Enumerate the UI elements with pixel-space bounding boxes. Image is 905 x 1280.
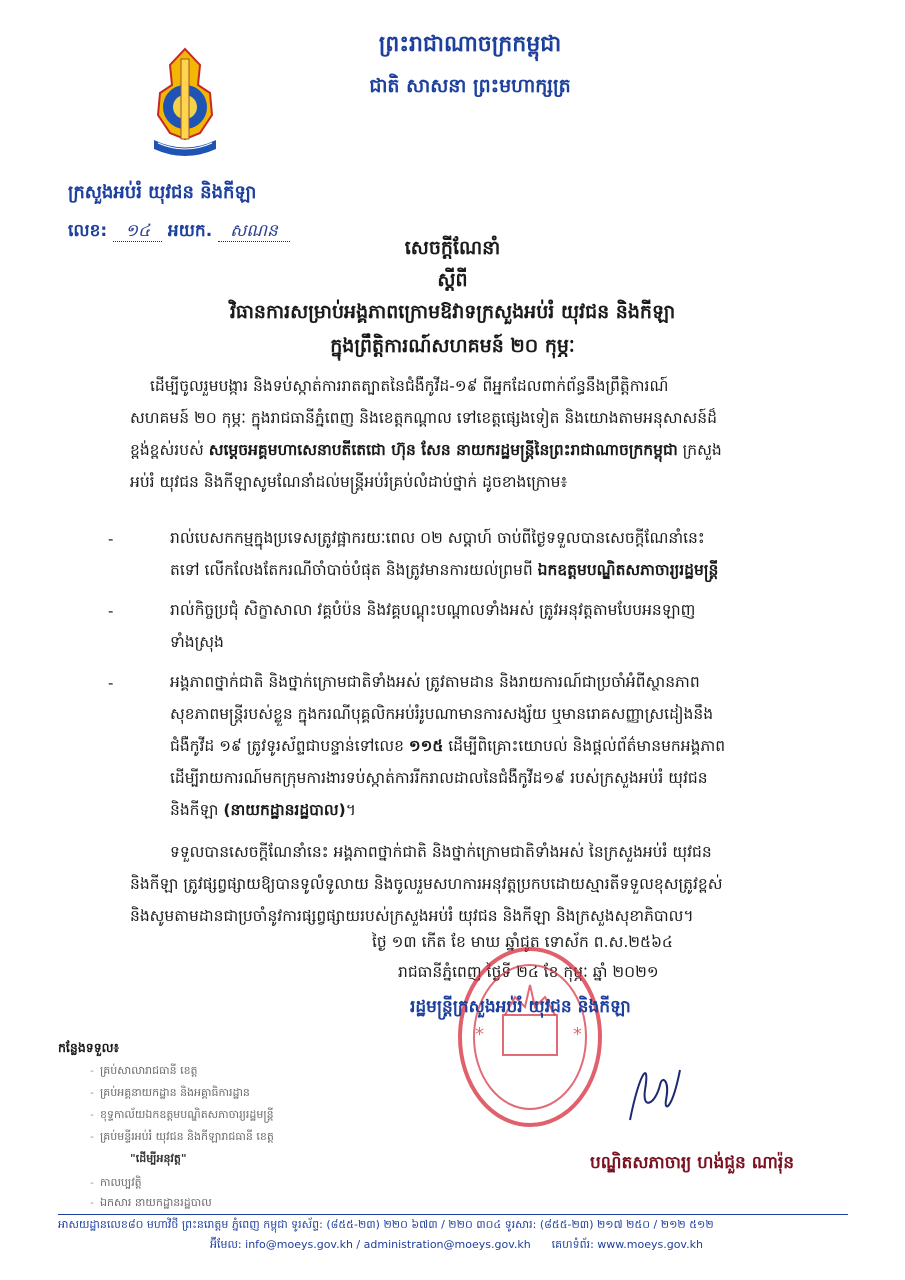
website-label: គេហទំព័រ: xyxy=(551,1238,594,1251)
intro-line-1: ដើម្បីចូលរួមបង្ការ និងទប់ស្កាត់ការរាតត្បាតនៃជំងឺកូវីដ-១៩ ពីអ្នកដែលពាក់ព័ន្ធនឹងព្រឹត្តិការណ៍ xyxy=(150,377,669,395)
intro-line-3 xyxy=(130,434,790,466)
ministry-name: ក្រសួងអប់រំ យុវជន និងកីឡា xyxy=(68,182,257,203)
intro-line-3-end: ក្រសួង xyxy=(677,441,722,459)
ref-code: សណន xyxy=(218,221,290,242)
recipient-item: - កាលប្បវត្តិ xyxy=(90,1176,142,1189)
recipient-text: គ្រប់សាលារាជធានី ខេត្ត xyxy=(99,1064,198,1077)
recipient-item: - គ្រប់មន្ទីរអប់រំ យុវជន និងកីឡារាជធានី ខេត្ត xyxy=(90,1130,274,1143)
document-subject-line1: វិធានការសម្រាប់អង្គភាពក្រោមឱវាទក្រសួងអប់រំ យុវជន និងកីឡា xyxy=(229,301,676,323)
official-seal-stamp xyxy=(455,945,605,1130)
ministry-emblem-logo xyxy=(140,45,230,165)
bullet3-line-3-start: ជំងឺកូវីដ ១៩ ត្រូវទូរស័ព្ទជាបន្ទាន់ទៅលេខ xyxy=(170,737,409,755)
svg-text:*: * xyxy=(475,1024,484,1045)
footer-divider xyxy=(58,1214,848,1215)
bullet1-line-2 xyxy=(170,554,790,586)
bullet3-line-5-end: ។ xyxy=(345,801,356,819)
email-addresses: info@moeys.gov.kh / administration@moeys.gov.kh xyxy=(245,1238,531,1251)
bullet2-line-2: ទាំងស្រុង xyxy=(170,633,224,651)
recipient-text: ខុទ្ទកាល័យឯកឧត្តមបណ្ឌិតសភាចារ្យរដ្ឋមន្ត្រី xyxy=(99,1108,274,1121)
bullet-dash: - xyxy=(108,530,114,548)
signatory-title: រដ្ឋមន្ត្រីក្រសួងអប់រំ យុវជន និងកីឡា xyxy=(410,997,631,1017)
national-motto: ជាតិ សាសនា ព្រះមហាក្សត្រ xyxy=(369,75,571,97)
for-implementation-note: "ដើម្បីអនុវត្ត" xyxy=(130,1152,187,1165)
closing-line-3: និងសូមតាមដានជាប្រចាំនូវការផ្សព្វផ្សាយរបស់ក្រសួងអប់រំ យុវជន និងកីឡា និងក្រសួងសុខាភិបាល។ xyxy=(130,907,694,925)
email-label: អ៊ីមែល: xyxy=(210,1238,242,1251)
ref-code-label: អយក. xyxy=(167,221,213,241)
recipient-item: - ឯកសារ នាយកដ្ឋានរដ្ឋបាល xyxy=(90,1196,212,1209)
bullet1-line-2-start: តទៅ លើកលែងតែករណីចាំបាច់បំផុត និងត្រូវមានការយល់ព្រមពី xyxy=(170,561,538,579)
bullet2-line-1: រាល់កិច្ចប្រជុំ សិក្ខាសាលា វគ្គបំប៉ន និងវគ្គបណ្តុះបណ្តាលទាំងអស់ ត្រូវអនុវត្តតាមបែបអនឡាញ xyxy=(170,601,696,619)
prime-minister-name: សម្តេចអគ្គមហាសេនាបតីតេជោ ហ៊ុន សែន នាយករដ្ឋមន្ត្រីនៃព្រះរាជាណាចក្រកម្ពុជា xyxy=(208,441,678,459)
bullet3-line-1: អង្គភាពថ្នាក់ជាតិ និងថ្នាក់ក្រោមជាតិទាំងអស់ ត្រូវតាមដាន និងរាយការណ៍ជាប្រចាំអំពីស្ថានភាព xyxy=(170,673,700,691)
bullet3-line-2: សុខភាពមន្ត្រីរបស់ខ្លួន ក្នុងករណីបុគ្គលិកអប់រំរូបណាមានការសង្ស័យ ឬមានរោគសញ្ញាស្រដៀងនឹង xyxy=(170,705,714,723)
recipient-item: - ខុទ្ទកាល័យឯកឧត្តមបណ្ឌិតសភាចារ្យរដ្ឋមន្ត្រី xyxy=(90,1108,274,1121)
recipient-item: - គ្រប់អគ្គនាយកដ្ឋាន និងអគ្គាធិការដ្ឋាន xyxy=(90,1086,250,1099)
ref-label: លេខ: xyxy=(68,221,108,241)
signatory-name: បណ្ឌិតសភាចារ្យ ហង់ជួន ណារ៉ុន xyxy=(590,1153,795,1173)
recipients-heading: កន្លែងទទួល៖ xyxy=(58,1040,120,1055)
recipient-text: គ្រប់អគ្គនាយកដ្ឋាន និងអគ្គាធិការដ្ឋាន xyxy=(99,1086,250,1099)
bullet3-line-4: ដើម្បីរាយការណ៍មកក្រុមការងារទប់ស្កាត់ការរីករាលដាលនៃជំងឺកូវីដ១៩ របស់ក្រសួងអប់រំ យុវជន xyxy=(170,769,708,787)
recipient-text: គ្រប់មន្ទីរអប់រំ យុវជន និងកីឡារាជធានី ខេត្ត xyxy=(99,1130,274,1143)
title-about: ស្តីពី xyxy=(437,269,468,291)
svg-text:*: * xyxy=(573,1024,582,1045)
lunar-date: ថ្ងៃ ១៣ កើត ខែ មាឃ ឆ្នាំជូត ទោស័ក ព.ស.២៥៦៤ xyxy=(372,933,673,951)
bullet3-line-3 xyxy=(170,730,790,762)
bullet3-line-3-end: ដើម្បីពិគ្រោះយោបល់ និងផ្តល់ព័ត៌មានមកអង្គភាព xyxy=(443,737,726,755)
bullet-dash: - xyxy=(108,602,114,620)
intro-line-2: សហគមន៍ ២០ កុម្ភៈ ក្នុងរាជធានីភ្នំពេញ និងខេត្តកណ្តាល ទៅខេត្តផ្សេងទៀត និងយោងតាមអនុសាសន៍ដ៏ xyxy=(130,409,717,427)
recipient-text: កាលប្បវត្តិ xyxy=(99,1176,142,1189)
intro-line-3-start: ខ្ពង់ខ្ពស់របស់ xyxy=(130,441,209,459)
closing-line-2: និងកីឡា ត្រូវផ្សព្វផ្សាយឱ្យបានទូលំទូលាយ និងចូលរួមសហការអនុវត្តប្រកបដោយស្មារតីទទួលខុសត្រូវខ្ពស់ xyxy=(130,875,723,893)
minister-title-bold: ឯកឧត្តមបណ្ឌិតសភាចារ្យរដ្ឋមន្ត្រី xyxy=(537,561,719,579)
hotline-number: ១១៥ xyxy=(408,737,444,755)
handwritten-signature xyxy=(600,1050,700,1140)
admin-department-bold: (នាយកដ្ឋានរដ្ឋបាល) xyxy=(223,801,346,819)
ref-number: ១៤ xyxy=(113,221,162,242)
solar-date: រាជធានីភ្នំពេញ ថ្ងៃទី ២៤ ខែ កុម្ភៈ ឆ្នាំ ២០២១ xyxy=(398,963,659,981)
bullet1-line-1: រាល់បេសកកម្មក្នុងប្រទេសត្រូវផ្អាករយៈពេល ០២ សប្តាហ៍ ចាប់ពីថ្ងៃទទួលបានសេចក្តីណែនាំនេះ xyxy=(170,529,705,547)
recipient-item: - គ្រប់សាលារាជធានី ខេត្ត xyxy=(90,1064,198,1077)
recipient-text: ឯកសារ នាយកដ្ឋានរដ្ឋបាល xyxy=(99,1196,212,1209)
bullet3-line-5 xyxy=(170,794,790,826)
intro-line-4: អប់រំ យុវជន និងកីឡាសូមណែនាំដល់មន្ត្រីអប់រំគ្រប់លំដាប់ថ្នាក់ ដូចខាងក្រោម៖ xyxy=(130,473,568,491)
document-subject-line2: ក្នុងព្រឹត្តិការណ៍សហគមន៍ ២០ កុម្ភៈ xyxy=(330,335,575,357)
bullet-dash: - xyxy=(108,674,114,692)
bullet3-line-5-start: និងកីឡា xyxy=(170,801,224,819)
kingdom-heading: ព្រះរាជាណាចក្រកម្ពុជា xyxy=(378,32,562,57)
document-type-title: សេចក្តីណែនាំ xyxy=(404,237,501,259)
footer-address: អាសយដ្ឋានលេខ៨០ មហាវិថី ព្រះនរោត្តម ភ្នំពេញ កម្ពុជា ទូរស័ព្ទ: (៨៥៥-២៣) ២២០ ៦៧៣ / ២២០ ៣០៤ ទូរសារ: (៨៥៥-២៣) ២១៧ ២៥០ / ២១២ ៥១២ xyxy=(58,1218,714,1231)
footer-contacts xyxy=(210,1238,703,1254)
website-url: www.moeys.gov.kh xyxy=(597,1238,703,1251)
closing-line-1: ទទួលបានសេចក្តីណែនាំនេះ អង្គភាពថ្នាក់ជាតិ និងថ្នាក់ក្រោមជាតិទាំងអស់ នៃក្រសួងអប់រំ យុវជន xyxy=(170,843,712,861)
